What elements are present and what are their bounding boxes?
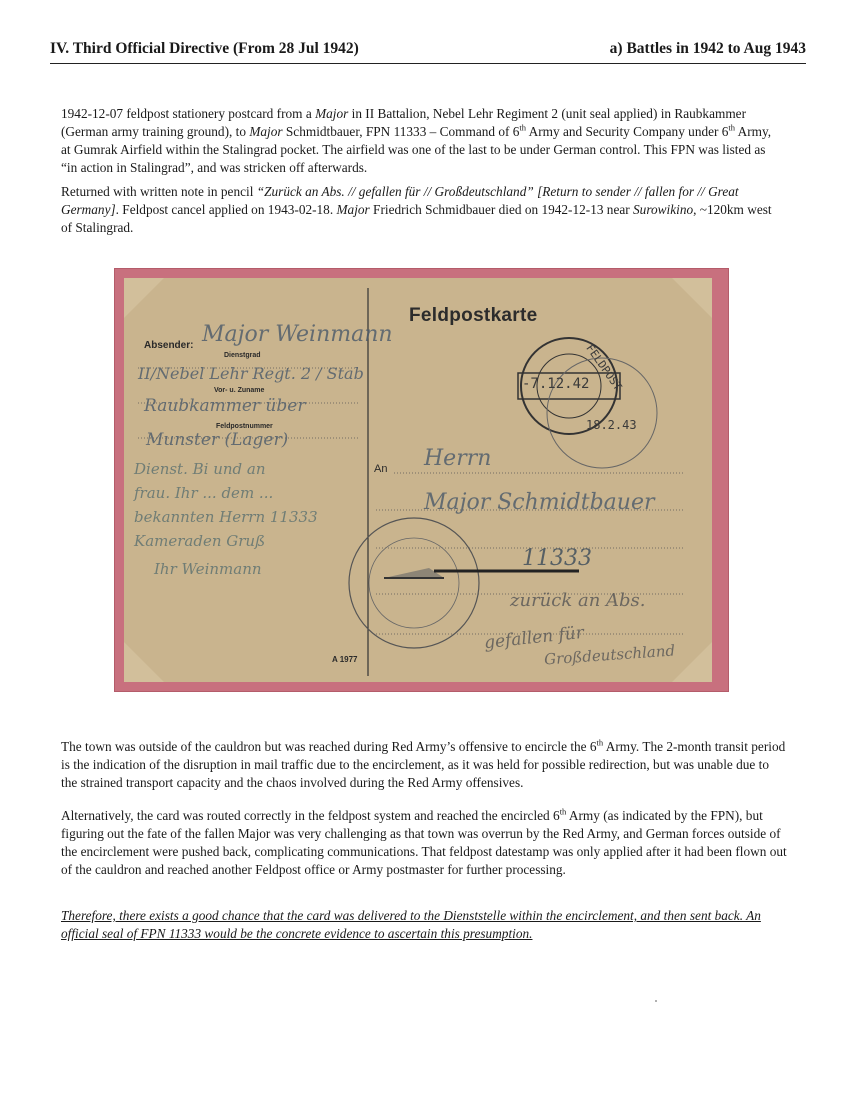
handwriting-note-3: bekannten Herrn 11333	[134, 508, 318, 526]
form-number: A 1977	[332, 655, 358, 664]
cancel-date: -7.12.42	[522, 376, 590, 392]
recipient-label: An	[374, 463, 388, 475]
handwriting-address-2: Major Schmidtbauer	[424, 490, 655, 515]
body-paragraph-1: The town was outside of the cauldron but was reached during Red Army’s offensive to encircle the 6th Army. The 2-month transit period is the indication of the disruption in mail traffic due to the encirclement, as it was held for possible redirection, but was unable due to the strained transport capacity and the chaos involved during the Red Army offensives.	[61, 737, 786, 790]
handwriting-sender-unit: II/Nebel Lehr Regt. 2 / Stab	[138, 364, 364, 383]
rank-field-label: Dienstgrad	[224, 352, 261, 359]
name-field-label: Vor- u. Zuname	[214, 387, 265, 394]
cancel-arrival-date: 18.2.43	[586, 418, 637, 432]
sender-label: Absender:	[144, 340, 194, 351]
handwriting-sender-place: Raubkammer über	[144, 396, 306, 416]
handwriting-return-note: zurück an Abs.	[510, 590, 646, 611]
handwriting-address-1: Herrn	[424, 446, 492, 471]
handwriting-note-1: Dienst. Bi und an	[134, 460, 266, 478]
scan-speck	[655, 1000, 657, 1002]
fpn-field-label: Feldpostnummer	[216, 423, 273, 430]
section-title: IV. Third Official Directive (From 28 Jul 1942)	[50, 40, 359, 57]
handwriting-signature: Ihr Weinmann	[154, 560, 262, 578]
postcard-title: Feldpostkarte	[409, 305, 538, 326]
cancel-text: FELDPOST	[583, 342, 625, 393]
intro-paragraph-2: Returned with written note in pencil “Zurück an Abs. // gefallen für // Großdeutschland” [Return to sender // fallen for // Great Germany]. Feldpost cancel applied on 1943-02-18. Major Friedrich Schmidbauer died on 1942-12-13 near Surowikino, ~120km west of Stalingrad.	[61, 184, 772, 235]
handwriting-fallen-1: gefallen für	[483, 622, 585, 654]
conclusion-paragraph: Therefore, there exists a good chance that the card was delivered to the Dienststelle within the encirclement, and then sent back. An official seal of FPN 11333 would be the concrete evidence to ascertain this presumption.	[61, 908, 761, 941]
handwriting-address-fpn: 11333	[522, 546, 592, 571]
handwriting-sender-rank: Major Weinmann	[202, 322, 393, 347]
subsection-title: a) Battles in 1942 to Aug 1943	[609, 40, 806, 57]
postcard-image	[124, 278, 712, 682]
handwriting-note-2: frau. Ihr ... dem ...	[134, 484, 274, 502]
handwriting-note-4: Kameraden Gruß	[134, 532, 266, 550]
intro-paragraph-1: 1942-12-07 feldpost stationery postcard from a Major in II Battalion, Nebel Lehr Regiment 2 (unit seal applied) in Raubkammer (German army training ground), to Major Schmidtbauer, FPN 11333 – Command of 6th Army and Security Company under 6th Army, at Gumrak Airfield within the Stalingrad pocket. The airfield was one of the last to be under German control. This FPN was listed as “in action in Stalingrad”, and was stricken off afterwards.	[61, 106, 772, 175]
handwriting-sender-place-2: Munster (Lager)	[146, 430, 289, 450]
page-header	[50, 40, 806, 64]
handwriting-fallen-2: Großdeutschland	[543, 641, 676, 669]
header-rule	[50, 63, 806, 64]
body-paragraph-2: Alternatively, the card was routed correctly in the feldpost system and reached the encircled 6th Army (as indicated by the FPN), but figuring out the fate of the fallen Major was very challenging as that town was overrun by the Red Army, and German forces outside of the encirclement were pushed back, complicating communications. That feldpost datestamp was only applied after it had been flown out of the cauldron and reached another Feldpost office or Army postmaster for further processing.	[61, 806, 787, 877]
